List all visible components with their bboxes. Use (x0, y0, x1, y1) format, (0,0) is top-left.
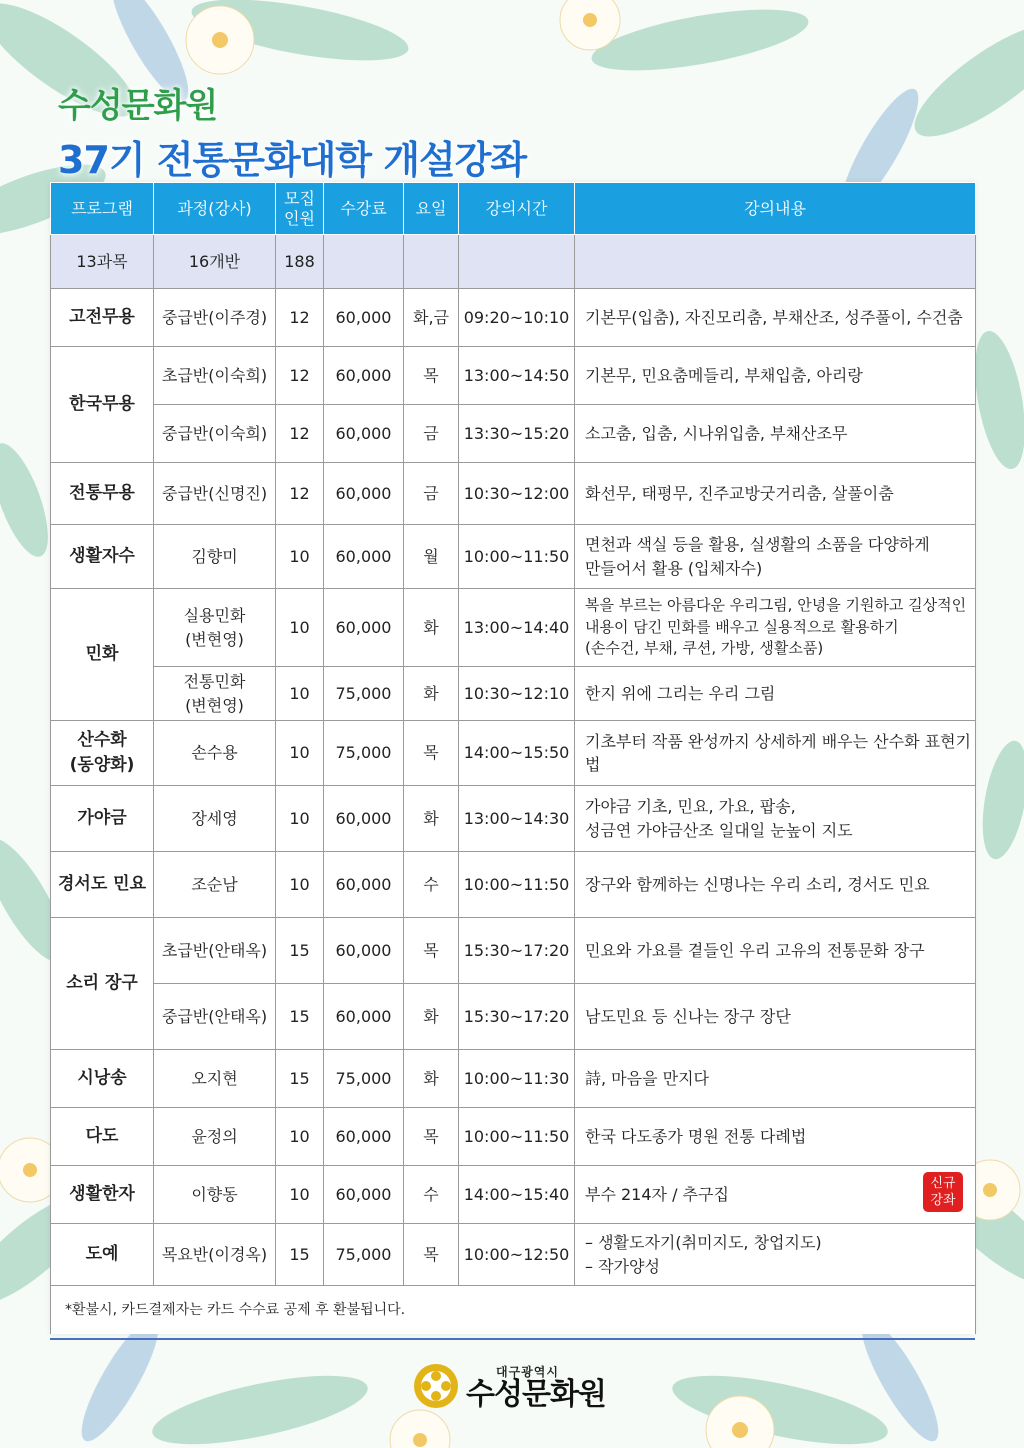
table-row (51, 1166, 976, 1224)
program-cell: 가야금 (51, 786, 154, 852)
fee-cell: 60,000 (324, 1166, 404, 1224)
capacity-cell: 10 (276, 589, 324, 667)
program-cell: 전통무용 (51, 463, 154, 525)
course-cell: 조순남 (154, 852, 276, 918)
course-table (50, 182, 976, 1334)
content-cell: 한지 위에 그리는 우리 그림 (575, 667, 976, 721)
fee-cell: 75,000 (324, 1224, 404, 1286)
course-cell: 초급반(이숙희) (154, 347, 276, 405)
capacity-cell: 10 (276, 525, 324, 589)
course-cell: 실용민화 (변현영) (154, 589, 276, 667)
content-cell: 가야금 기초, 민요, 가요, 팝송, 성금연 가야금산조 일대일 눈높이 지도 (575, 786, 976, 852)
table-row (51, 525, 976, 589)
time-cell: 10:30~12:00 (459, 463, 575, 525)
table-row (51, 852, 976, 918)
course-cell: 손수용 (154, 721, 276, 786)
fee-cell: 75,000 (324, 667, 404, 721)
header-fee: 수강료 (324, 183, 404, 235)
content-cell: 한국 다도종가 명원 전통 다례법 (575, 1108, 976, 1166)
fee-cell: 60,000 (324, 918, 404, 984)
content-cell: 詩, 마음을 만지다 (575, 1050, 976, 1108)
course-cell: 중급반(이숙희) (154, 405, 276, 463)
content-cell: 남도민요 등 신나는 장구 장단 (575, 984, 976, 1050)
course-cell: 중급반(이주경) (154, 289, 276, 347)
table-row (51, 984, 976, 1050)
time-cell: 10:30~12:10 (459, 667, 575, 721)
content-cell: 기본무, 민요춤메들리, 부채입춤, 아리랑 (575, 347, 976, 405)
summary-empty-time (459, 235, 575, 289)
program-cell: 시낭송 (51, 1050, 154, 1108)
summary-empty-day (404, 235, 459, 289)
capacity-cell: 10 (276, 1166, 324, 1224)
summary-course: 16개반 (154, 235, 276, 289)
course-cell: 전통민화 (변현영) (154, 667, 276, 721)
header-capacity: 모집 인원 (276, 183, 324, 235)
day-cell: 목 (404, 918, 459, 984)
capacity-cell: 12 (276, 347, 324, 405)
table-row (51, 463, 976, 525)
time-cell: 10:00~12:50 (459, 1224, 575, 1286)
fee-cell: 60,000 (324, 525, 404, 589)
content-cell: 면천과 색실 등을 활용, 실생활의 소품을 다양하게 만들어서 활용 (입체자수) (575, 525, 976, 589)
fee-cell: 60,000 (324, 463, 404, 525)
day-cell: 화 (404, 1050, 459, 1108)
content-cell: 소고춤, 입춤, 시나위입춤, 부채산조무 (575, 405, 976, 463)
new-course-badge: 신규 강좌 (923, 1172, 963, 1212)
table-row (51, 589, 976, 667)
content-text: 부수 214자 / 추구집 (585, 1184, 729, 1204)
capacity-cell: 10 (276, 786, 324, 852)
table-row (51, 347, 976, 405)
title-block (58, 78, 526, 184)
summary-capacity: 188 (276, 235, 324, 289)
capacity-cell: 12 (276, 405, 324, 463)
footnote-row (51, 1286, 976, 1335)
capacity-cell: 15 (276, 1224, 324, 1286)
time-cell: 14:00~15:40 (459, 1166, 575, 1224)
content-cell: 화선무, 태평무, 진주교방굿거리춤, 살풀이춤 (575, 463, 976, 525)
program-cell: 소리 장구 (51, 918, 154, 1050)
course-cell: 목요반(이경옥) (154, 1224, 276, 1286)
program-cell: 생활자수 (51, 525, 154, 589)
program-cell: 생활한자 (51, 1166, 154, 1224)
program-cell: 도예 (51, 1224, 154, 1286)
capacity-cell: 10 (276, 721, 324, 786)
content-cell: 기초부터 작품 완성까지 상세하게 배우는 산수화 표현기법 (575, 721, 976, 786)
time-cell: 13:30~15:20 (459, 405, 575, 463)
header-time: 강의시간 (459, 183, 575, 235)
table-row (51, 1224, 976, 1286)
capacity-cell: 10 (276, 667, 324, 721)
footer-logo (412, 1362, 606, 1410)
summary-program: 13과목 (51, 235, 154, 289)
program-cell: 경서도 민요 (51, 852, 154, 918)
summary-empty-content (575, 235, 976, 289)
refund-footnote: *환불시, 카드결제자는 카드 수수료 공제 후 환불됩니다. (51, 1286, 976, 1335)
day-cell: 화 (404, 589, 459, 667)
course-cell: 초급반(안태옥) (154, 918, 276, 984)
time-cell: 09:20~10:10 (459, 289, 575, 347)
program-cell: 산수화 (동양화) (51, 721, 154, 786)
table-row (51, 667, 976, 721)
summary-row (51, 235, 976, 289)
time-cell: 14:00~15:50 (459, 721, 575, 786)
time-cell: 13:00~14:50 (459, 347, 575, 405)
time-cell: 15:30~17:20 (459, 918, 575, 984)
fee-cell: 60,000 (324, 1108, 404, 1166)
content-cell: 장구와 함께하는 신명나는 우리 소리, 경서도 민요 (575, 852, 976, 918)
header-content: 강의내용 (575, 183, 976, 235)
table-row (51, 405, 976, 463)
time-cell: 10:00~11:30 (459, 1050, 575, 1108)
content-cell (575, 1166, 976, 1224)
time-cell: 10:00~11:50 (459, 525, 575, 589)
content-cell: 기본무(입춤), 자진모리춤, 부채산조, 성주풀이, 수건춤 (575, 289, 976, 347)
capacity-cell: 10 (276, 852, 324, 918)
capacity-cell: 12 (276, 463, 324, 525)
day-cell: 화 (404, 786, 459, 852)
time-cell: 13:00~14:40 (459, 589, 575, 667)
header-day: 요일 (404, 183, 459, 235)
day-cell: 목 (404, 347, 459, 405)
summary-empty-fee (324, 235, 404, 289)
time-cell: 10:00~11:50 (459, 1108, 575, 1166)
fee-cell: 60,000 (324, 786, 404, 852)
table-row (51, 918, 976, 984)
time-cell: 10:00~11:50 (459, 852, 575, 918)
day-cell: 목 (404, 1224, 459, 1286)
day-cell: 화,금 (404, 289, 459, 347)
table-row (51, 721, 976, 786)
table-row (51, 786, 976, 852)
footer-divider (50, 1338, 975, 1340)
course-table-container (50, 182, 975, 1334)
capacity-cell: 10 (276, 1108, 324, 1166)
course-cell: 이향동 (154, 1166, 276, 1224)
fee-cell: 60,000 (324, 347, 404, 405)
logo-organization-name: 수성문화원 (466, 1376, 606, 1412)
logo-city-label: 대구광역시 (496, 1364, 559, 1379)
capacity-cell: 15 (276, 984, 324, 1050)
fee-cell: 60,000 (324, 405, 404, 463)
table-header-row (51, 183, 976, 235)
program-cell: 민화 (51, 589, 154, 721)
table-row (51, 1050, 976, 1108)
fee-cell: 60,000 (324, 852, 404, 918)
fee-cell: 60,000 (324, 984, 404, 1050)
page-title: 37기 전통문화대학 개설강좌 (58, 138, 527, 182)
day-cell: 수 (404, 1166, 459, 1224)
organization-title: 수성문화원 (58, 86, 218, 126)
content-cell: 복을 부르는 아름다운 우리그림, 안녕을 기원하고 길상적인 내용이 담긴 민화를 배우고 실용적으로 활용하기 (손수건, 부채, 쿠션, 가방, 생활소품) (575, 589, 976, 667)
content-cell: 민요와 가요를 곁들인 우리 고유의 전통문화 장구 (575, 918, 976, 984)
capacity-cell: 12 (276, 289, 324, 347)
course-cell: 윤정의 (154, 1108, 276, 1166)
header-program: 프로그램 (51, 183, 154, 235)
day-cell: 화 (404, 667, 459, 721)
course-cell: 오지현 (154, 1050, 276, 1108)
day-cell: 목 (404, 721, 459, 786)
fee-cell: 60,000 (324, 589, 404, 667)
capacity-cell: 15 (276, 918, 324, 984)
course-cell: 중급반(안태옥) (154, 984, 276, 1050)
course-cell: 장세영 (154, 786, 276, 852)
course-cell: 김향미 (154, 525, 276, 589)
program-cell: 고전무용 (51, 289, 154, 347)
cultural-center-emblem-icon (412, 1362, 460, 1410)
program-cell: 한국무용 (51, 347, 154, 463)
day-cell: 수 (404, 852, 459, 918)
content-cell: – 생활도자기(취미지도, 창업지도) – 작가양성 (575, 1224, 976, 1286)
time-cell: 13:00~14:30 (459, 786, 575, 852)
table-row (51, 1108, 976, 1166)
capacity-cell: 15 (276, 1050, 324, 1108)
program-cell: 다도 (51, 1108, 154, 1166)
fee-cell: 75,000 (324, 1050, 404, 1108)
fee-cell: 75,000 (324, 721, 404, 786)
day-cell: 금 (404, 463, 459, 525)
course-cell: 중급반(신명진) (154, 463, 276, 525)
day-cell: 화 (404, 984, 459, 1050)
time-cell: 15:30~17:20 (459, 984, 575, 1050)
day-cell: 금 (404, 405, 459, 463)
fee-cell: 60,000 (324, 289, 404, 347)
header-course: 과정(강사) (154, 183, 276, 235)
day-cell: 월 (404, 525, 459, 589)
day-cell: 목 (404, 1108, 459, 1166)
table-row (51, 289, 976, 347)
